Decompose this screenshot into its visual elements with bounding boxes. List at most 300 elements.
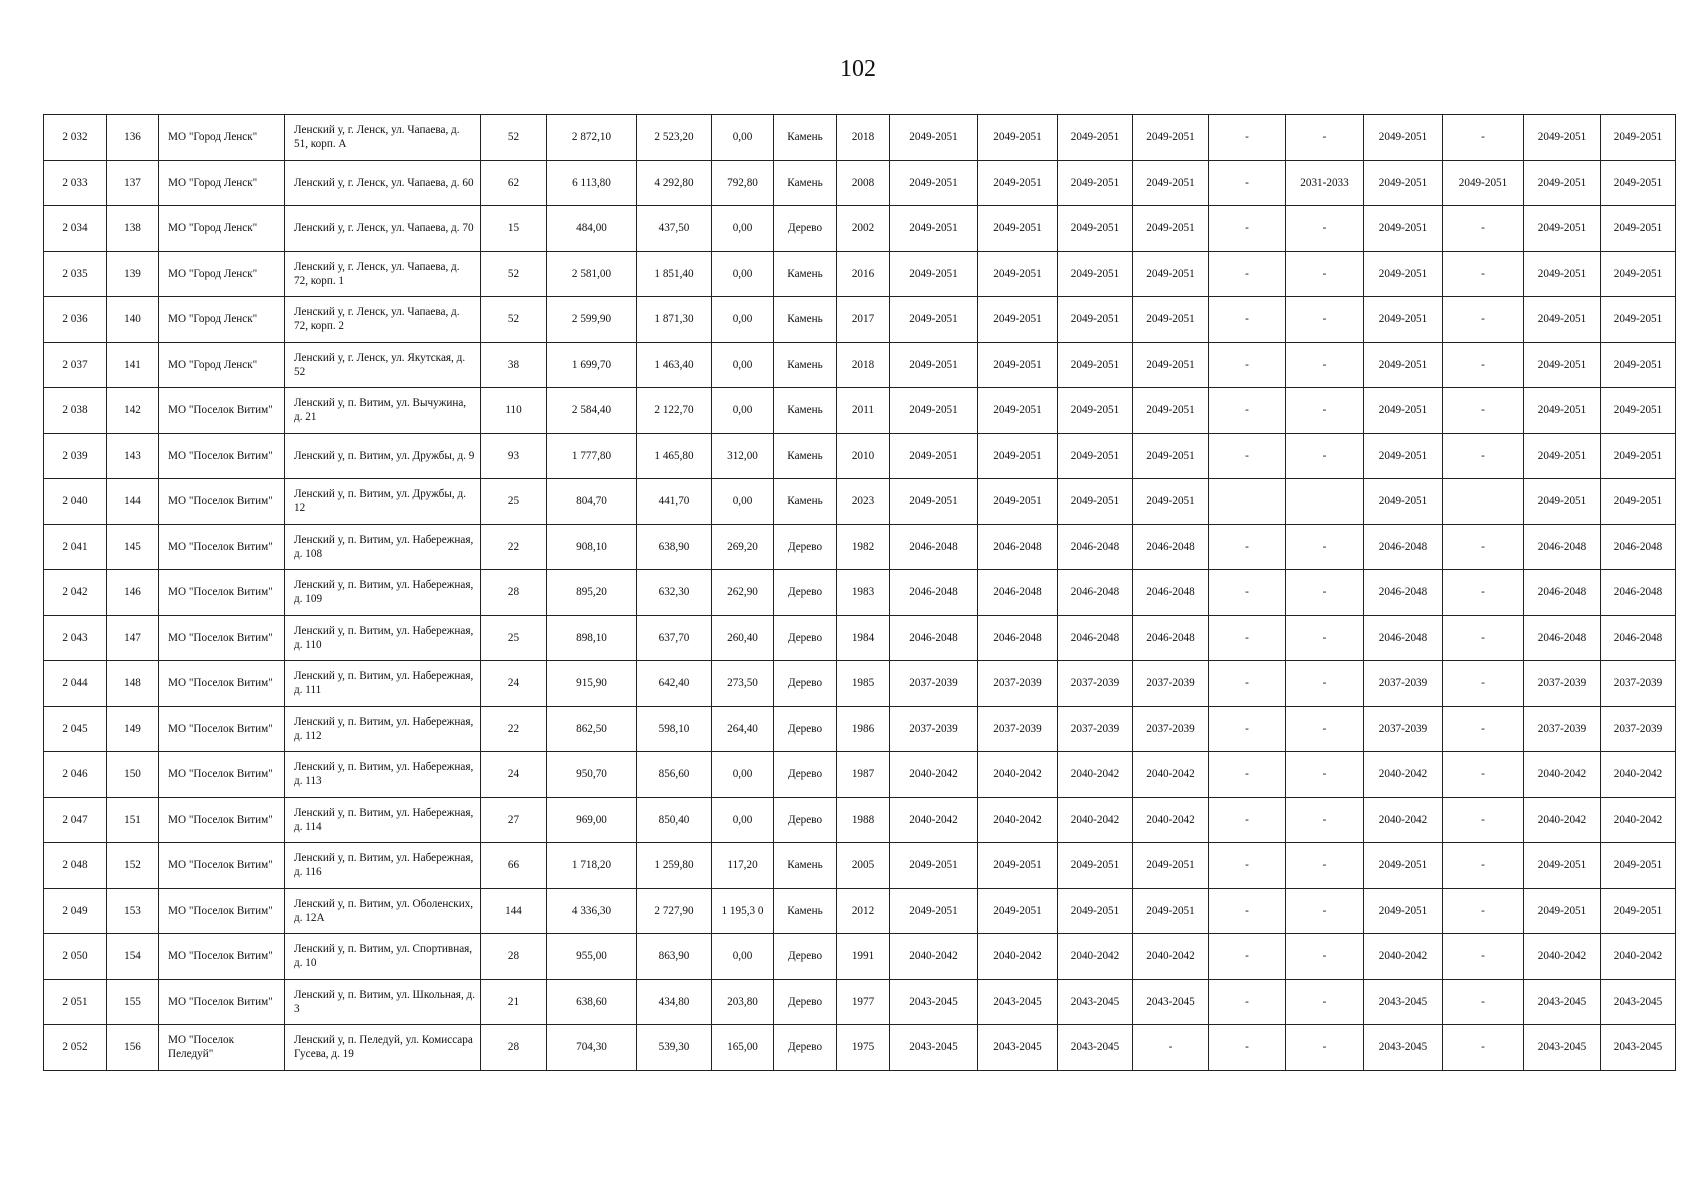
cell-build-year: 2011 (837, 388, 890, 434)
table-row (44, 297, 1676, 343)
cell-repair-period-7: 2049-2051 (1364, 160, 1443, 206)
cell-repair-period-8: - (1443, 433, 1524, 479)
table-row (44, 433, 1676, 479)
cell-repair-period-1: 2043-2045 (890, 979, 978, 1025)
cell-repair-period-4: 2046-2048 (1133, 570, 1209, 616)
cell-repair-period-1: 2040-2042 (890, 752, 978, 798)
cell-repair-period-9: 2049-2051 (1524, 206, 1601, 252)
cell-municipality: МО "Поселок Витим" (159, 433, 285, 479)
cell-municipality: МО "Поселок Витим" (159, 388, 285, 434)
cell-repair-period-7: 2040-2042 (1364, 797, 1443, 843)
cell-residents: 22 (481, 524, 547, 570)
cell-residents: 28 (481, 570, 547, 616)
cell-address: Ленский у, п. Витим, ул. Вычужина, д. 21 (285, 388, 481, 434)
cell-address: Ленский у, п. Витим, ул. Оболенских, д. 12А (285, 888, 481, 934)
cell-nonliving-area: 0,00 (712, 251, 774, 297)
cell-build-year: 1986 (837, 706, 890, 752)
cell-repair-period-8: - (1443, 1025, 1524, 1071)
cell-living-area: 1 871,30 (637, 297, 712, 343)
cell-municipality: МО "Город Ленск" (159, 297, 285, 343)
cell-row-number: 2 035 (44, 251, 107, 297)
cell-repair-period-10: 2049-2051 (1601, 433, 1676, 479)
cell-repair-period-2: 2049-2051 (978, 388, 1058, 434)
cell-repair-period-1: 2046-2048 (890, 570, 978, 616)
cell-repair-period-9: 2049-2051 (1524, 342, 1601, 388)
cell-living-area: 2 727,90 (637, 888, 712, 934)
cell-repair-period-7: 2049-2051 (1364, 888, 1443, 934)
cell-address: Ленский у, п. Витим, ул. Спортивная, д. 10 (285, 934, 481, 980)
cell-nonliving-area: 117,20 (712, 843, 774, 889)
table-row (44, 888, 1676, 934)
cell-repair-period-4: 2040-2042 (1133, 752, 1209, 798)
cell-residents: 38 (481, 342, 547, 388)
cell-wall-material: Дерево (774, 752, 837, 798)
cell-repair-period-2: 2046-2048 (978, 570, 1058, 616)
cell-repair-period-3: 2049-2051 (1058, 297, 1133, 343)
cell-repair-period-8: - (1443, 752, 1524, 798)
cell-repair-period-5: - (1209, 570, 1286, 616)
cell-repair-period-7: 2043-2045 (1364, 979, 1443, 1025)
cell-build-year: 2016 (837, 251, 890, 297)
cell-living-area: 539,30 (637, 1025, 712, 1071)
cell-nonliving-area: 312,00 (712, 433, 774, 479)
cell-build-year: 2012 (837, 888, 890, 934)
cell-nonliving-area: 0,00 (712, 297, 774, 343)
cell-address: Ленский у, г. Ленск, ул. Чапаева, д. 70 (285, 206, 481, 252)
cell-repair-period-3: 2049-2051 (1058, 843, 1133, 889)
cell-residents: 24 (481, 661, 547, 707)
cell-repair-period-8: - (1443, 888, 1524, 934)
cell-repair-period-2: 2046-2048 (978, 615, 1058, 661)
cell-row-number: 2 032 (44, 115, 107, 161)
cell-municipality: МО "Поселок Пеледуй" (159, 1025, 285, 1071)
cell-repair-period-9: 2049-2051 (1524, 297, 1601, 343)
cell-row-number: 2 049 (44, 888, 107, 934)
cell-repair-period-2: 2040-2042 (978, 752, 1058, 798)
cell-repair-period-7: 2046-2048 (1364, 570, 1443, 616)
cell-repair-period-4: 2049-2051 (1133, 342, 1209, 388)
cell-address: Ленский у, г. Ленск, ул. Якутская, д. 52 (285, 342, 481, 388)
cell-repair-period-6 (1286, 479, 1364, 525)
cell-repair-period-2: 2049-2051 (978, 433, 1058, 479)
cell-repair-period-5: - (1209, 797, 1286, 843)
cell-nonliving-area: 0,00 (712, 752, 774, 798)
cell-repair-period-9: 2049-2051 (1524, 433, 1601, 479)
cell-repair-period-1: 2046-2048 (890, 615, 978, 661)
cell-repair-period-9: 2049-2051 (1524, 388, 1601, 434)
page-number: 102 (840, 56, 876, 82)
cell-repair-period-1: 2049-2051 (890, 206, 978, 252)
cell-repair-period-10: 2049-2051 (1601, 297, 1676, 343)
cell-repair-period-2: 2040-2042 (978, 934, 1058, 980)
cell-repair-period-1: 2049-2051 (890, 388, 978, 434)
cell-local-number: 147 (107, 615, 159, 661)
cell-nonliving-area: 1 195,3 0 (712, 888, 774, 934)
cell-row-number: 2 036 (44, 297, 107, 343)
table-row (44, 979, 1676, 1025)
cell-repair-period-7: 2049-2051 (1364, 251, 1443, 297)
cell-repair-period-10: 2046-2048 (1601, 524, 1676, 570)
cell-row-number: 2 051 (44, 979, 107, 1025)
cell-wall-material: Дерево (774, 979, 837, 1025)
cell-repair-period-6: 2031-2033 (1286, 160, 1364, 206)
cell-municipality: МО "Город Ленск" (159, 206, 285, 252)
cell-wall-material: Дерево (774, 934, 837, 980)
cell-repair-period-10: 2049-2051 (1601, 479, 1676, 525)
cell-repair-period-6: - (1286, 388, 1364, 434)
cell-build-year: 2023 (837, 479, 890, 525)
cell-residents: 62 (481, 160, 547, 206)
cell-local-number: 151 (107, 797, 159, 843)
cell-residents: 52 (481, 115, 547, 161)
cell-repair-period-1: 2049-2051 (890, 251, 978, 297)
cell-living-area: 863,90 (637, 934, 712, 980)
cell-repair-period-3: 2049-2051 (1058, 433, 1133, 479)
cell-living-area: 1 851,40 (637, 251, 712, 297)
cell-build-year: 1991 (837, 934, 890, 980)
cell-total-area: 704,30 (547, 1025, 637, 1071)
cell-repair-period-10: 2049-2051 (1601, 342, 1676, 388)
cell-repair-period-7: 2046-2048 (1364, 524, 1443, 570)
cell-build-year: 2002 (837, 206, 890, 252)
cell-address: Ленский у, п. Витим, ул. Дружбы, д. 9 (285, 433, 481, 479)
cell-wall-material: Камень (774, 297, 837, 343)
cell-nonliving-area: 0,00 (712, 479, 774, 525)
cell-municipality: МО "Поселок Витим" (159, 888, 285, 934)
cell-repair-period-7: 2046-2048 (1364, 615, 1443, 661)
cell-build-year: 2008 (837, 160, 890, 206)
cell-total-area: 862,50 (547, 706, 637, 752)
cell-repair-period-8 (1443, 479, 1524, 525)
cell-repair-period-6: - (1286, 524, 1364, 570)
cell-repair-period-4: 2040-2042 (1133, 934, 1209, 980)
cell-repair-period-3: 2040-2042 (1058, 752, 1133, 798)
cell-repair-period-5: - (1209, 615, 1286, 661)
cell-local-number: 143 (107, 433, 159, 479)
cell-repair-period-8: - (1443, 342, 1524, 388)
cell-repair-period-9: 2046-2048 (1524, 615, 1601, 661)
cell-repair-period-10: 2037-2039 (1601, 706, 1676, 752)
cell-repair-period-7: 2049-2051 (1364, 388, 1443, 434)
cell-repair-period-6: - (1286, 251, 1364, 297)
table-body (44, 115, 1676, 1071)
cell-living-area: 2 523,20 (637, 115, 712, 161)
table-row (44, 251, 1676, 297)
cell-wall-material: Дерево (774, 706, 837, 752)
cell-repair-period-7: 2049-2051 (1364, 433, 1443, 479)
cell-address: Ленский у, г. Ленск, ул. Чапаева, д. 51, корп. А (285, 115, 481, 161)
cell-repair-period-6: - (1286, 888, 1364, 934)
cell-local-number: 136 (107, 115, 159, 161)
cell-repair-period-8: - (1443, 843, 1524, 889)
cell-repair-period-2: 2049-2051 (978, 115, 1058, 161)
cell-repair-period-5 (1209, 479, 1286, 525)
cell-wall-material: Камень (774, 342, 837, 388)
cell-repair-period-10: 2046-2048 (1601, 570, 1676, 616)
cell-local-number: 137 (107, 160, 159, 206)
cell-nonliving-area: 264,40 (712, 706, 774, 752)
cell-total-area: 1 718,20 (547, 843, 637, 889)
cell-repair-period-3: 2049-2051 (1058, 115, 1133, 161)
cell-municipality: МО "Поселок Витим" (159, 752, 285, 798)
table-row (44, 570, 1676, 616)
cell-living-area: 638,90 (637, 524, 712, 570)
cell-address: Ленский у, г. Ленск, ул. Чапаева, д. 72, корп. 1 (285, 251, 481, 297)
cell-repair-period-6: - (1286, 433, 1364, 479)
cell-nonliving-area: 0,00 (712, 388, 774, 434)
cell-residents: 52 (481, 251, 547, 297)
cell-repair-period-10: 2049-2051 (1601, 115, 1676, 161)
cell-build-year: 1988 (837, 797, 890, 843)
cell-nonliving-area: 203,80 (712, 979, 774, 1025)
cell-row-number: 2 043 (44, 615, 107, 661)
cell-repair-period-1: 2049-2051 (890, 479, 978, 525)
cell-repair-period-10: 2049-2051 (1601, 251, 1676, 297)
cell-repair-period-2: 2043-2045 (978, 979, 1058, 1025)
cell-address: Ленский у, п. Витим, ул. Набережная, д. 109 (285, 570, 481, 616)
cell-living-area: 598,10 (637, 706, 712, 752)
cell-living-area: 1 259,80 (637, 843, 712, 889)
cell-repair-period-3: 2037-2039 (1058, 661, 1133, 707)
cell-repair-period-4: 2049-2051 (1133, 297, 1209, 343)
cell-row-number: 2 033 (44, 160, 107, 206)
cell-repair-period-3: 2043-2045 (1058, 979, 1133, 1025)
cell-total-area: 1 777,80 (547, 433, 637, 479)
cell-local-number: 153 (107, 888, 159, 934)
cell-address: Ленский у, г. Ленск, ул. Чапаева, д. 72, корп. 2 (285, 297, 481, 343)
table-row (44, 706, 1676, 752)
cell-repair-period-2: 2049-2051 (978, 206, 1058, 252)
cell-repair-period-3: 2040-2042 (1058, 797, 1133, 843)
cell-repair-period-1: 2040-2042 (890, 934, 978, 980)
cell-living-area: 1 463,40 (637, 342, 712, 388)
cell-address: Ленский у, п. Витим, ул. Школьная, д. 3 (285, 979, 481, 1025)
cell-repair-period-7: 2043-2045 (1364, 1025, 1443, 1071)
cell-repair-period-4: 2037-2039 (1133, 706, 1209, 752)
cell-wall-material: Камень (774, 843, 837, 889)
cell-total-area: 969,00 (547, 797, 637, 843)
cell-repair-period-2: 2049-2051 (978, 888, 1058, 934)
cell-address: Ленский у, г. Ленск, ул. Чапаева, д. 60 (285, 160, 481, 206)
cell-repair-period-8: - (1443, 297, 1524, 343)
cell-total-area: 895,20 (547, 570, 637, 616)
cell-local-number: 145 (107, 524, 159, 570)
cell-repair-period-7: 2049-2051 (1364, 479, 1443, 525)
cell-residents: 15 (481, 206, 547, 252)
cell-row-number: 2 042 (44, 570, 107, 616)
cell-wall-material: Дерево (774, 661, 837, 707)
cell-residents: 25 (481, 479, 547, 525)
cell-living-area: 437,50 (637, 206, 712, 252)
cell-repair-period-9: 2037-2039 (1524, 706, 1601, 752)
table-row (44, 115, 1676, 161)
cell-repair-period-3: 2049-2051 (1058, 251, 1133, 297)
cell-repair-period-7: 2049-2051 (1364, 115, 1443, 161)
cell-build-year: 1985 (837, 661, 890, 707)
table-row (44, 1025, 1676, 1071)
cell-local-number: 144 (107, 479, 159, 525)
cell-repair-period-8: - (1443, 706, 1524, 752)
cell-wall-material: Камень (774, 888, 837, 934)
cell-wall-material: Камень (774, 479, 837, 525)
cell-repair-period-10: 2040-2042 (1601, 934, 1676, 980)
cell-wall-material: Дерево (774, 206, 837, 252)
cell-municipality: МО "Поселок Витим" (159, 661, 285, 707)
cell-build-year: 1983 (837, 570, 890, 616)
cell-repair-period-1: 2037-2039 (890, 661, 978, 707)
cell-repair-period-10: 2040-2042 (1601, 797, 1676, 843)
cell-municipality: МО "Поселок Витим" (159, 843, 285, 889)
cell-residents: 66 (481, 843, 547, 889)
cell-address: Ленский у, п. Витим, ул. Набережная, д. 113 (285, 752, 481, 798)
cell-municipality: МО "Поселок Витим" (159, 570, 285, 616)
cell-repair-period-8: - (1443, 934, 1524, 980)
cell-repair-period-1: 2049-2051 (890, 160, 978, 206)
cell-total-area: 2 584,40 (547, 388, 637, 434)
cell-repair-period-1: 2049-2051 (890, 342, 978, 388)
cell-repair-period-10: 2043-2045 (1601, 1025, 1676, 1071)
cell-repair-period-6: - (1286, 297, 1364, 343)
cell-address: Ленский у, п. Витим, ул. Набережная, д. 116 (285, 843, 481, 889)
cell-repair-period-7: 2040-2042 (1364, 752, 1443, 798)
cell-row-number: 2 048 (44, 843, 107, 889)
cell-wall-material: Дерево (774, 797, 837, 843)
cell-repair-period-10: 2049-2051 (1601, 843, 1676, 889)
cell-address: Ленский у, п. Витим, ул. Набережная, д. 112 (285, 706, 481, 752)
cell-repair-period-4: 2049-2051 (1133, 888, 1209, 934)
table-row (44, 524, 1676, 570)
cell-repair-period-5: - (1209, 297, 1286, 343)
cell-nonliving-area: 262,90 (712, 570, 774, 616)
cell-repair-period-10: 2049-2051 (1601, 206, 1676, 252)
cell-row-number: 2 050 (44, 934, 107, 980)
cell-local-number: 155 (107, 979, 159, 1025)
cell-repair-period-4: 2049-2051 (1133, 206, 1209, 252)
table-row (44, 661, 1676, 707)
cell-repair-period-1: 2049-2051 (890, 297, 978, 343)
cell-municipality: МО "Город Ленск" (159, 115, 285, 161)
cell-nonliving-area: 0,00 (712, 934, 774, 980)
cell-address: Ленский у, п. Витим, ул. Набережная, д. 108 (285, 524, 481, 570)
cell-residents: 52 (481, 297, 547, 343)
cell-wall-material: Камень (774, 388, 837, 434)
cell-repair-period-10: 2043-2045 (1601, 979, 1676, 1025)
cell-repair-period-4: 2049-2051 (1133, 433, 1209, 479)
cell-repair-period-5: - (1209, 342, 1286, 388)
cell-repair-period-9: 2040-2042 (1524, 752, 1601, 798)
cell-wall-material: Дерево (774, 524, 837, 570)
cell-municipality: МО "Город Ленск" (159, 160, 285, 206)
cell-repair-period-5: - (1209, 160, 1286, 206)
cell-repair-period-9: 2040-2042 (1524, 797, 1601, 843)
cell-repair-period-3: 2037-2039 (1058, 706, 1133, 752)
cell-municipality: МО "Поселок Витим" (159, 524, 285, 570)
cell-repair-period-5: - (1209, 934, 1286, 980)
cell-repair-period-8: - (1443, 979, 1524, 1025)
cell-repair-period-8: - (1443, 524, 1524, 570)
cell-row-number: 2 052 (44, 1025, 107, 1071)
cell-row-number: 2 037 (44, 342, 107, 388)
cell-local-number: 141 (107, 342, 159, 388)
cell-repair-period-6: - (1286, 570, 1364, 616)
cell-total-area: 950,70 (547, 752, 637, 798)
cell-repair-period-7: 2049-2051 (1364, 297, 1443, 343)
cell-repair-period-5: - (1209, 524, 1286, 570)
table-row (44, 160, 1676, 206)
cell-repair-period-6: - (1286, 752, 1364, 798)
cell-repair-period-9: 2046-2048 (1524, 524, 1601, 570)
cell-repair-period-4: 2037-2039 (1133, 661, 1209, 707)
cell-repair-period-6: - (1286, 206, 1364, 252)
cell-repair-period-3: 2049-2051 (1058, 342, 1133, 388)
cell-repair-period-1: 2049-2051 (890, 433, 978, 479)
cell-repair-period-6: - (1286, 342, 1364, 388)
cell-residents: 28 (481, 1025, 547, 1071)
cell-local-number: 140 (107, 297, 159, 343)
cell-repair-period-6: - (1286, 1025, 1364, 1071)
cell-address: Ленский у, п. Витим, ул. Набережная, д. 114 (285, 797, 481, 843)
cell-repair-period-4: 2049-2051 (1133, 251, 1209, 297)
cell-repair-period-9: 2037-2039 (1524, 661, 1601, 707)
cell-repair-period-2: 2037-2039 (978, 661, 1058, 707)
cell-total-area: 915,90 (547, 661, 637, 707)
cell-repair-period-2: 2049-2051 (978, 479, 1058, 525)
cell-repair-period-2: 2049-2051 (978, 160, 1058, 206)
cell-repair-period-2: 2049-2051 (978, 251, 1058, 297)
cell-repair-period-7: 2049-2051 (1364, 206, 1443, 252)
cell-repair-period-8: - (1443, 661, 1524, 707)
cell-nonliving-area: 0,00 (712, 206, 774, 252)
cell-local-number: 152 (107, 843, 159, 889)
cell-row-number: 2 034 (44, 206, 107, 252)
cell-local-number: 149 (107, 706, 159, 752)
housing-register-table (43, 114, 1676, 1071)
cell-nonliving-area: 273,50 (712, 661, 774, 707)
cell-repair-period-2: 2049-2051 (978, 297, 1058, 343)
cell-build-year: 1982 (837, 524, 890, 570)
cell-repair-period-4: - (1133, 1025, 1209, 1071)
cell-repair-period-5: - (1209, 1025, 1286, 1071)
cell-address: Ленский у, п. Пеледуй, ул. Комиссара Гусева, д. 19 (285, 1025, 481, 1071)
cell-repair-period-10: 2037-2039 (1601, 661, 1676, 707)
cell-local-number: 156 (107, 1025, 159, 1071)
cell-local-number: 138 (107, 206, 159, 252)
cell-repair-period-4: 2049-2051 (1133, 388, 1209, 434)
cell-address: Ленский у, п. Витим, ул. Набережная, д. 111 (285, 661, 481, 707)
cell-repair-period-1: 2049-2051 (890, 888, 978, 934)
cell-repair-period-4: 2046-2048 (1133, 615, 1209, 661)
cell-repair-period-8: - (1443, 115, 1524, 161)
cell-repair-period-8: - (1443, 797, 1524, 843)
table-row (44, 342, 1676, 388)
cell-total-area: 484,00 (547, 206, 637, 252)
cell-repair-period-8: - (1443, 388, 1524, 434)
table-row (44, 752, 1676, 798)
cell-repair-period-4: 2046-2048 (1133, 524, 1209, 570)
cell-repair-period-9: 2049-2051 (1524, 479, 1601, 525)
cell-repair-period-5: - (1209, 388, 1286, 434)
cell-wall-material: Камень (774, 251, 837, 297)
cell-repair-period-4: 2043-2045 (1133, 979, 1209, 1025)
cell-address: Ленский у, п. Витим, ул. Дружбы, д. 12 (285, 479, 481, 525)
cell-living-area: 1 465,80 (637, 433, 712, 479)
cell-local-number: 142 (107, 388, 159, 434)
cell-repair-period-4: 2049-2051 (1133, 843, 1209, 889)
cell-repair-period-6: - (1286, 115, 1364, 161)
cell-residents: 28 (481, 934, 547, 980)
cell-build-year: 2017 (837, 297, 890, 343)
cell-repair-period-9: 2043-2045 (1524, 1025, 1601, 1071)
